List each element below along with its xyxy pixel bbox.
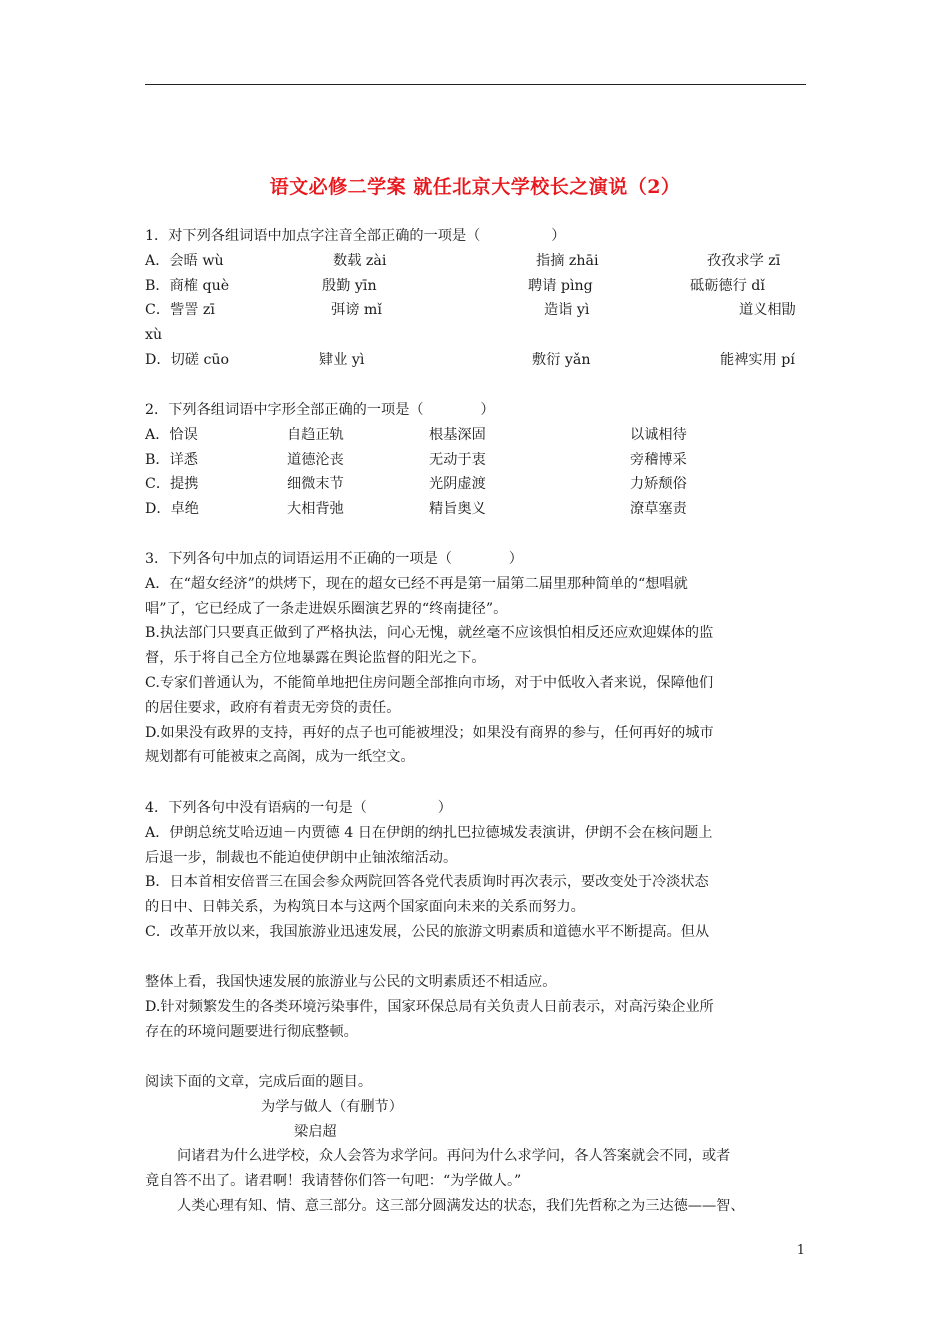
text-line: A．在“超女经济”的烘烤下，现在的超女已经不再是第一届第二届里那种简单的“想唱就 xyxy=(145,575,688,592)
option-cell: 力矫颓俗 xyxy=(630,476,687,493)
text-line: 后退一步，制裁也不能迫使伊朗中止铀浓缩活动。 xyxy=(145,849,458,866)
option-cell: 无动于衷 xyxy=(429,451,486,468)
option-cell: D．切磋 cūo xyxy=(145,351,230,368)
option-cell: 肄业 yì xyxy=(319,351,365,368)
option-row-a xyxy=(145,423,806,448)
option-cell: 孜孜求学 zī xyxy=(707,252,781,269)
article-title: 为学与做人（有删节） xyxy=(261,1098,403,1115)
option-cell: 光阴虚渡 xyxy=(429,476,486,493)
option-cell: 敷衍 yǎn xyxy=(532,351,591,368)
option-cell: 旁稽博采 xyxy=(630,451,687,468)
question-4 xyxy=(145,796,806,945)
option-cell: 砥砺德行 dǐ xyxy=(690,277,765,294)
question-1 xyxy=(145,224,806,373)
text-line: 整体上看，我国快速发展的旅游业与公民的文明素质还不相适应。 xyxy=(145,974,557,990)
option-cell: A．会晤 wù xyxy=(145,252,224,269)
option-row-a xyxy=(145,249,806,274)
option-cell: 造诣 yì xyxy=(544,302,590,319)
option-row-b xyxy=(145,274,806,299)
text-line: C.专家们普通认为，不能简单地把住房问题全部推向市场，对于中低收入者来说，保障他们 xyxy=(145,674,714,691)
option-cell: 道义相勖 xyxy=(739,302,796,319)
option-cell: 能裨实用 pí xyxy=(720,351,795,368)
text-line: 唱”了，它已经成了一条走进娱乐圈演艺界的“终南捷径”。 xyxy=(145,600,508,617)
option-cell: 殷勤 yīn xyxy=(322,277,377,294)
text-line: D.针对频繁发生的各类环境污染事件，国家环保总局有关负责人日前表示，对高污染企业所 xyxy=(145,998,714,1015)
text-line: A．伊朗总统艾哈迈迪－内贾德 4 日在伊朗的纳扎巴拉德城发表演讲，伊朗不会在核问题上 xyxy=(145,824,713,841)
option-row-c-continued: xù xyxy=(145,327,163,344)
question-3 xyxy=(145,547,806,770)
option-row-b xyxy=(145,448,806,473)
option-cell: 自趋正轨 xyxy=(287,426,344,443)
option-cell: D．卓绝 xyxy=(145,501,199,518)
page-number: 1 xyxy=(796,1243,805,1258)
question-stem: 2．下列各组词语中字形全部正确的一项是（ ） xyxy=(145,402,495,418)
option-row-c xyxy=(145,472,806,497)
text-line: B.执法部门只要真正做到了严格执法，问心无愧，就丝毫不应该惧怕相反还应欢迎媒体的监 xyxy=(145,625,714,642)
paragraph-line: 人类心理有知、情、意三部分。这三部分圆满发达的状态，我们先哲称之为三达德——智、 xyxy=(177,1197,745,1214)
text-line: 存在的环境问题要进行彻底整顿。 xyxy=(145,1023,358,1040)
option-cell: 以诚相待 xyxy=(630,426,687,443)
question-stem: 4．下列各句中没有语病的一句是（ ） xyxy=(145,800,452,816)
text-line: 规划都有可能被束之高阁，成为一纸空文。 xyxy=(145,749,415,766)
page-title: 语文必修二学案 就任北京大学校长之演说（2） xyxy=(269,176,681,198)
option-cell: 数载 zài xyxy=(333,252,387,269)
text-line: D.如果没有政界的支持，再好的点子也可能被埋没；如果没有商界的参与，任何再好的城市 xyxy=(145,724,714,741)
option-row-d xyxy=(145,497,806,522)
option-cell: 指摘 zhāi xyxy=(536,252,599,269)
question-4-continued xyxy=(145,970,806,1044)
reading-intro: 阅读下面的文章，完成后面的题目。 xyxy=(145,1074,373,1090)
option-cell: C．提携 xyxy=(145,476,199,493)
option-cell: B．商榷 què xyxy=(145,277,230,294)
question-stem: 3．下列各句中加点的词语运用不正确的一项是（ ） xyxy=(145,551,523,567)
option-cell: 精旨奥义 xyxy=(429,501,486,518)
article-author: 梁启超 xyxy=(294,1123,337,1140)
option-cell: 潦草塞责 xyxy=(630,501,687,518)
option-cell: 根基深固 xyxy=(429,426,486,443)
option-cell: C．訾詈 zī xyxy=(145,302,215,319)
option-cell: 道德沦丧 xyxy=(287,451,344,468)
option-cell: 细微末节 xyxy=(287,476,344,493)
question-2 xyxy=(145,398,806,522)
option-cell: A．恰误 xyxy=(145,426,198,443)
option-row-d xyxy=(145,348,806,373)
text-line: C．改革开放以来，我国旅游业迅速发展，公民的旅游文明素质和道德水平不断提高。但从 xyxy=(145,923,710,940)
option-cell: 弭谤 mǐ xyxy=(331,302,382,319)
paragraph-line: 竟自答不出了。诸君啊！我请替你们答一句吧：“为学做人。” xyxy=(145,1173,522,1190)
option-cell: B．详悉 xyxy=(145,451,198,468)
reading-section xyxy=(145,1070,806,1219)
text-line: B．日本首相安倍晋三在国会参众两院回答各党代表质询时再次表示，要改变处于冷淡状态 xyxy=(145,874,709,891)
option-cell: 大相背弛 xyxy=(287,501,344,518)
paragraph-line: 问诸君为什么进学校，众人会答为求学问。再问为什么求学问，各人答案就会不同，或者 xyxy=(177,1148,731,1165)
header-rule xyxy=(145,84,806,85)
text-line: 的居住要求，政府有着责无旁贷的责任。 xyxy=(145,699,401,716)
option-cell: 聘请 pìng xyxy=(528,277,593,294)
question-stem: 1．对下列各组词语中加点字注音全部正确的一项是（ ） xyxy=(145,228,566,244)
text-line: 的日中、日韩关系，为构筑日本与这两个国家面向未来的关系而努力。 xyxy=(145,899,585,916)
text-line: 督，乐于将自己全方位地暴露在舆论监督的阳光之下。 xyxy=(145,650,486,667)
option-row-c xyxy=(145,298,806,323)
